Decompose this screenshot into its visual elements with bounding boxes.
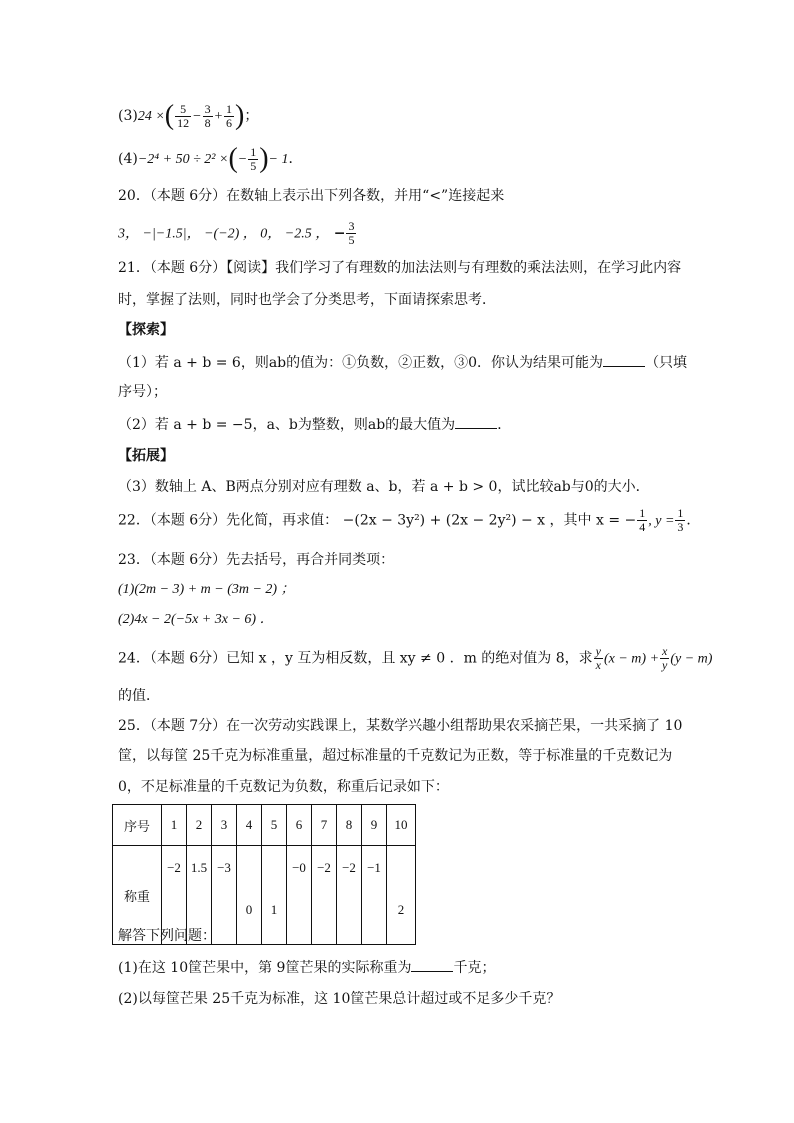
table-header: 称重 [113, 846, 162, 945]
q23-part1: (1)(2m − 3) + m − (3m − 2) ； [118, 582, 295, 597]
fraction: $\frac{1}{6}$ [226, 101, 233, 130]
table-cell: 1 [262, 846, 287, 945]
table-cell: −0 [287, 846, 312, 945]
q20-title: 20．（本题 6分）在数轴上表示出下列各数，并用“<”连接起来 [118, 188, 505, 204]
q25-line3: 0，不足标准量的千克数记为负数，称重后记录如下： [118, 779, 449, 795]
fraction: $\frac{1}{3}$ [677, 506, 684, 534]
fraction: $\frac{3}{8}$ [204, 101, 211, 130]
q24: 24．（本题 6分）已知 x ，y 互为相反数，且 xy ≠ 0 ．m 的绝对值为 8，求 $\frac{y}{x}$ (x − m) + $\frac{x}{y}$ (y − m) [118, 644, 713, 672]
answer-blank[interactable] [455, 414, 497, 429]
table-cell: 10 [387, 805, 416, 846]
fraction: $\frac{y}{x}$ [595, 644, 601, 672]
q19-part4: (4)−2⁴ + 50 ÷ 2² ×(− $\frac{1}{5}$ )− 1． [118, 143, 303, 174]
fraction: $\frac{5}{12}$ [177, 101, 190, 130]
table-cell: 3 [212, 805, 237, 846]
q19-part3-lead: 24 × [137, 109, 165, 124]
fraction: $\frac{1}{4}$ [639, 506, 646, 534]
q21-part1: （1）若 a + b = 6，则ab的值为：①负数，②正数，③0．你认为结果可能为 （只填 [118, 352, 687, 373]
q21-heading-explore: 【探索】 [118, 322, 174, 338]
table-cell: −1 [362, 846, 387, 945]
q19-part4-label: (4) [118, 151, 138, 167]
q24-tail: 的值． [118, 688, 160, 704]
table-cell: −2 [312, 846, 337, 945]
q22: 22．（本题 6分）先化简，再求值： −(2x − 3y²) + (2x − 2y²) − x ，其中 x = − $\frac{1}{4}$ , y = $\frac{1}{3}$ ． [118, 506, 701, 534]
table-cell: 8 [337, 805, 362, 846]
q19-part3-label: (3) [118, 108, 138, 124]
right-paren: ) [235, 100, 245, 131]
weight-record-table [112, 804, 416, 945]
table-cell: 2 [387, 846, 416, 945]
table-cell: −2 [162, 846, 187, 945]
q25-part1: (1)在这 10筐芒果中，第 9筐芒果的实际称重为 千克； [118, 957, 495, 978]
q21-part2: （2）若 a + b = −5，a、b为整数，则ab的最大值为 ． [118, 414, 511, 435]
q20-numbers: 3， −|−1.5|， −(−2) ， 0， −2.5 ， − $\frac{3}{5}$ [118, 219, 355, 247]
table-cell: −2 [337, 846, 362, 945]
answer-blank[interactable] [603, 352, 645, 367]
table-cell: 1.5 [187, 846, 212, 945]
table-cell: 4 [237, 805, 262, 846]
table-cell: 0 [237, 846, 262, 945]
q21-part3: （3）数轴上 A、B两点分别对应有理数 a、b，若 a + b > 0，试比较ab与0的大小． [118, 479, 650, 495]
q21-line1: 21．（本题 6分）【阅读】我们学习了有理数的加法法则与有理数的乘法法则，在学习此内容 [118, 260, 682, 276]
fraction: $\frac{1}{5}$ [250, 144, 257, 173]
table-row-index [113, 805, 416, 846]
table-header: 序号 [113, 805, 162, 846]
q25-part2: (2)以每筐芒果 25千克为标准，这 10筐芒果总计超过或不足多少千克？ [118, 991, 561, 1007]
q21-heading-extend: 【拓展】 [118, 448, 174, 464]
table-cell: 6 [287, 805, 312, 846]
answer-blank[interactable] [411, 957, 453, 972]
table-cell: 9 [362, 805, 387, 846]
q21-line2: 时，掌握了法则，同时也学会了分类思考，下面请探索思考． [118, 292, 496, 308]
fraction: $\frac{x}{y}$ [662, 644, 668, 672]
table-cell: 1 [162, 805, 187, 846]
q25-line2: 筐，以每筐 25千克为标准重量，超过标准量的千克数记为正数，等于标准量的千克数记为 [118, 748, 673, 764]
table-cell: 2 [187, 805, 212, 846]
q23-title: 23．（本题 6分）先去括号，再合并同类项： [118, 552, 395, 568]
left-paren: ( [164, 100, 175, 131]
q19-part3: (3)24 ×( $\frac{5}{12}$ − $\frac{3}{8}$ + $\frac{1}{6}$ )； [118, 100, 259, 131]
q25-line1: 25．（本题 7分）在一次劳动实践课上，某数学兴趣小组帮助果农采摘芒果，一共采摘了 10 [118, 718, 683, 734]
table-cell: 5 [262, 805, 287, 846]
q23-part2: (2)4x − 2(−5x + 3x − 6) ． [118, 612, 274, 627]
fraction: $\frac{3}{5}$ [348, 219, 355, 247]
table-cell: −3 [212, 846, 237, 945]
q21-part1-cont: 序号）； [118, 384, 167, 400]
q25-ask: 解答下列问题： [118, 928, 216, 944]
table-cell: 7 [312, 805, 337, 846]
